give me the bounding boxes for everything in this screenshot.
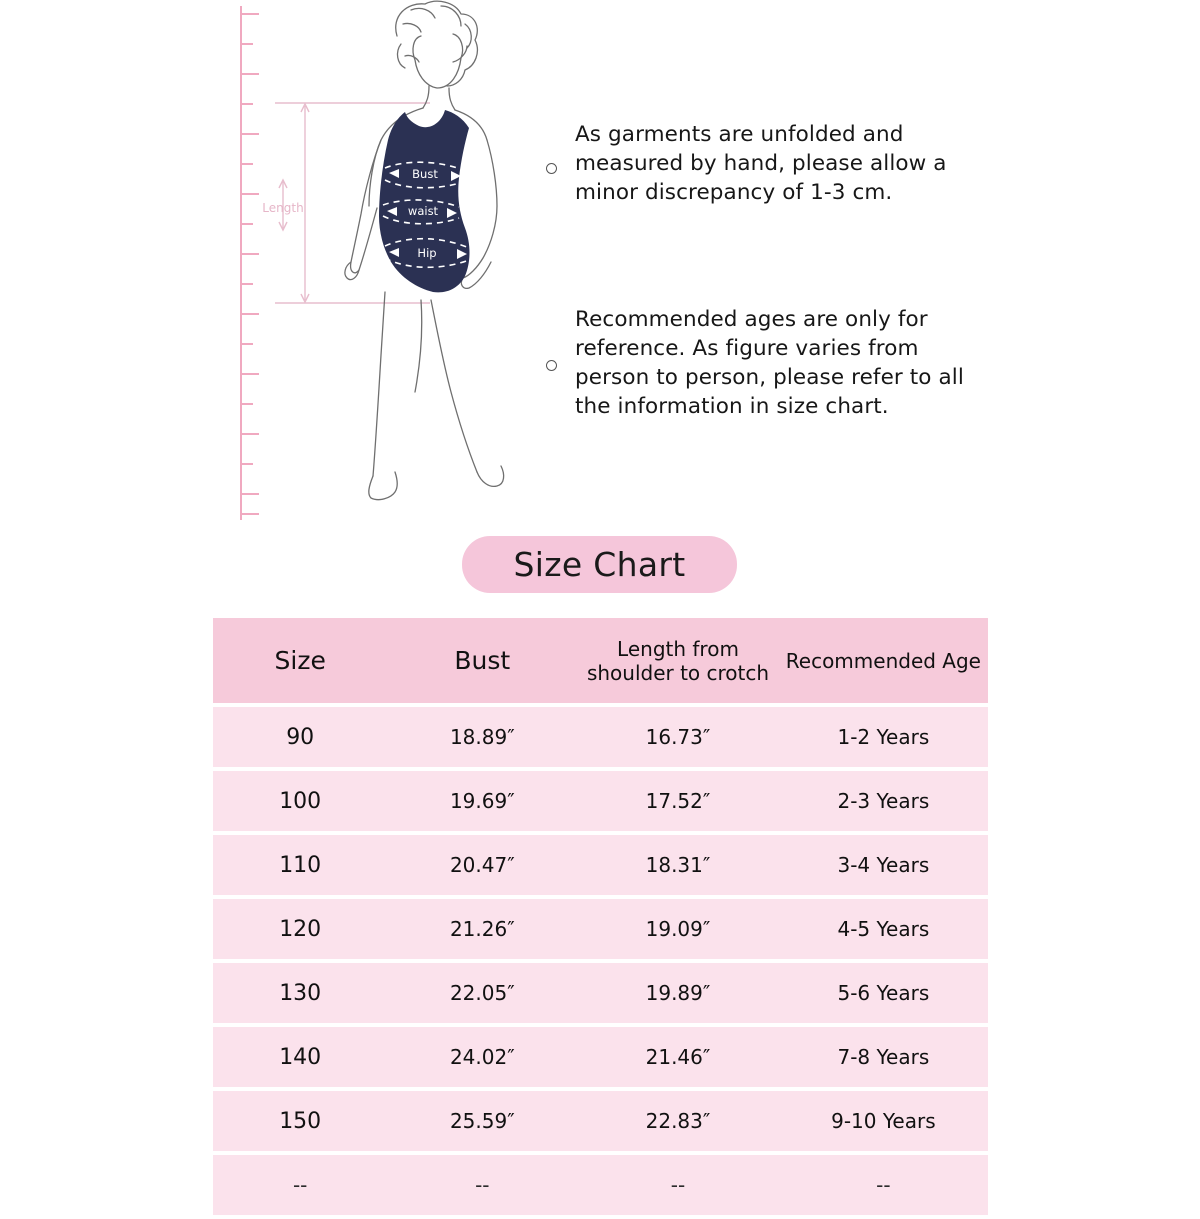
cell-age: 7-8 Years	[779, 1027, 988, 1087]
cell-length: 19.89″	[577, 963, 779, 1023]
cell-bust: 21.26″	[387, 899, 577, 959]
size-chart-title	[462, 536, 737, 593]
ruler-scale	[241, 6, 259, 520]
waist-label: waist	[407, 204, 439, 218]
header-size: Size	[213, 618, 387, 703]
note-age: Recommended ages are only for reference. As figure varies from person to person, please refer to all the information in size chart.	[575, 307, 964, 419]
cell-length: 17.52″	[577, 771, 779, 831]
cell-bust: 20.47″	[387, 835, 577, 895]
bust-label: Bust	[412, 167, 438, 181]
cell-bust: 22.05″	[387, 963, 577, 1023]
header-bust: Bust	[387, 618, 577, 703]
cell-length: 22.83″	[577, 1091, 779, 1151]
table-header-row	[213, 618, 988, 703]
cell-size: 110	[213, 835, 387, 895]
cell-size: 90	[213, 707, 387, 767]
cell-age: --	[779, 1155, 988, 1215]
cell-length: 19.09″	[577, 899, 779, 959]
cell-age: 4-5 Years	[779, 899, 988, 959]
cell-bust: 24.02″	[387, 1027, 577, 1087]
cell-length: --	[577, 1155, 779, 1215]
cell-length: 21.46″	[577, 1027, 779, 1087]
cell-bust: 25.59″	[387, 1091, 577, 1151]
cell-size: 140	[213, 1027, 387, 1087]
cell-bust: --	[387, 1155, 577, 1215]
table-row	[213, 835, 988, 895]
cell-bust: 18.89″	[387, 707, 577, 767]
cell-length: 18.31″	[577, 835, 779, 895]
table-row	[213, 963, 988, 1023]
header-length: Length from shoulder to crotch	[577, 618, 779, 703]
cell-length: 16.73″	[577, 707, 779, 767]
cell-bust: 19.69″	[387, 771, 577, 831]
garment-shape	[379, 110, 470, 292]
illustration-panel	[0, 0, 1200, 525]
cell-size: 120	[213, 899, 387, 959]
cell-size: 130	[213, 963, 387, 1023]
bullet-icon-1	[546, 163, 557, 174]
child-figure-diagram	[225, 0, 555, 525]
cell-age: 9-10 Years	[779, 1091, 988, 1151]
note-measurement: As garments are unfolded and measured by hand, please allow a minor discrepancy of 1-3 cm.	[575, 122, 947, 205]
cell-age: 5-6 Years	[779, 963, 988, 1023]
hip-label: Hip	[417, 246, 437, 260]
cell-age: 1-2 Years	[779, 707, 988, 767]
table-row	[213, 899, 988, 959]
table-row	[213, 1027, 988, 1087]
cell-size: 100	[213, 771, 387, 831]
length-label: Length	[262, 201, 304, 215]
table-row	[213, 771, 988, 831]
size-chart-table	[213, 614, 988, 1219]
page-title: Size Chart	[513, 545, 686, 584]
cell-size: --	[213, 1155, 387, 1215]
header-age: Recommended Age	[779, 618, 988, 703]
cell-age: 3-4 Years	[779, 835, 988, 895]
cell-size: 150	[213, 1091, 387, 1151]
table-row	[213, 1091, 988, 1151]
table-row	[213, 707, 988, 767]
bullet-icon-2	[546, 360, 557, 371]
table-row	[213, 1155, 988, 1215]
cell-age: 2-3 Years	[779, 771, 988, 831]
